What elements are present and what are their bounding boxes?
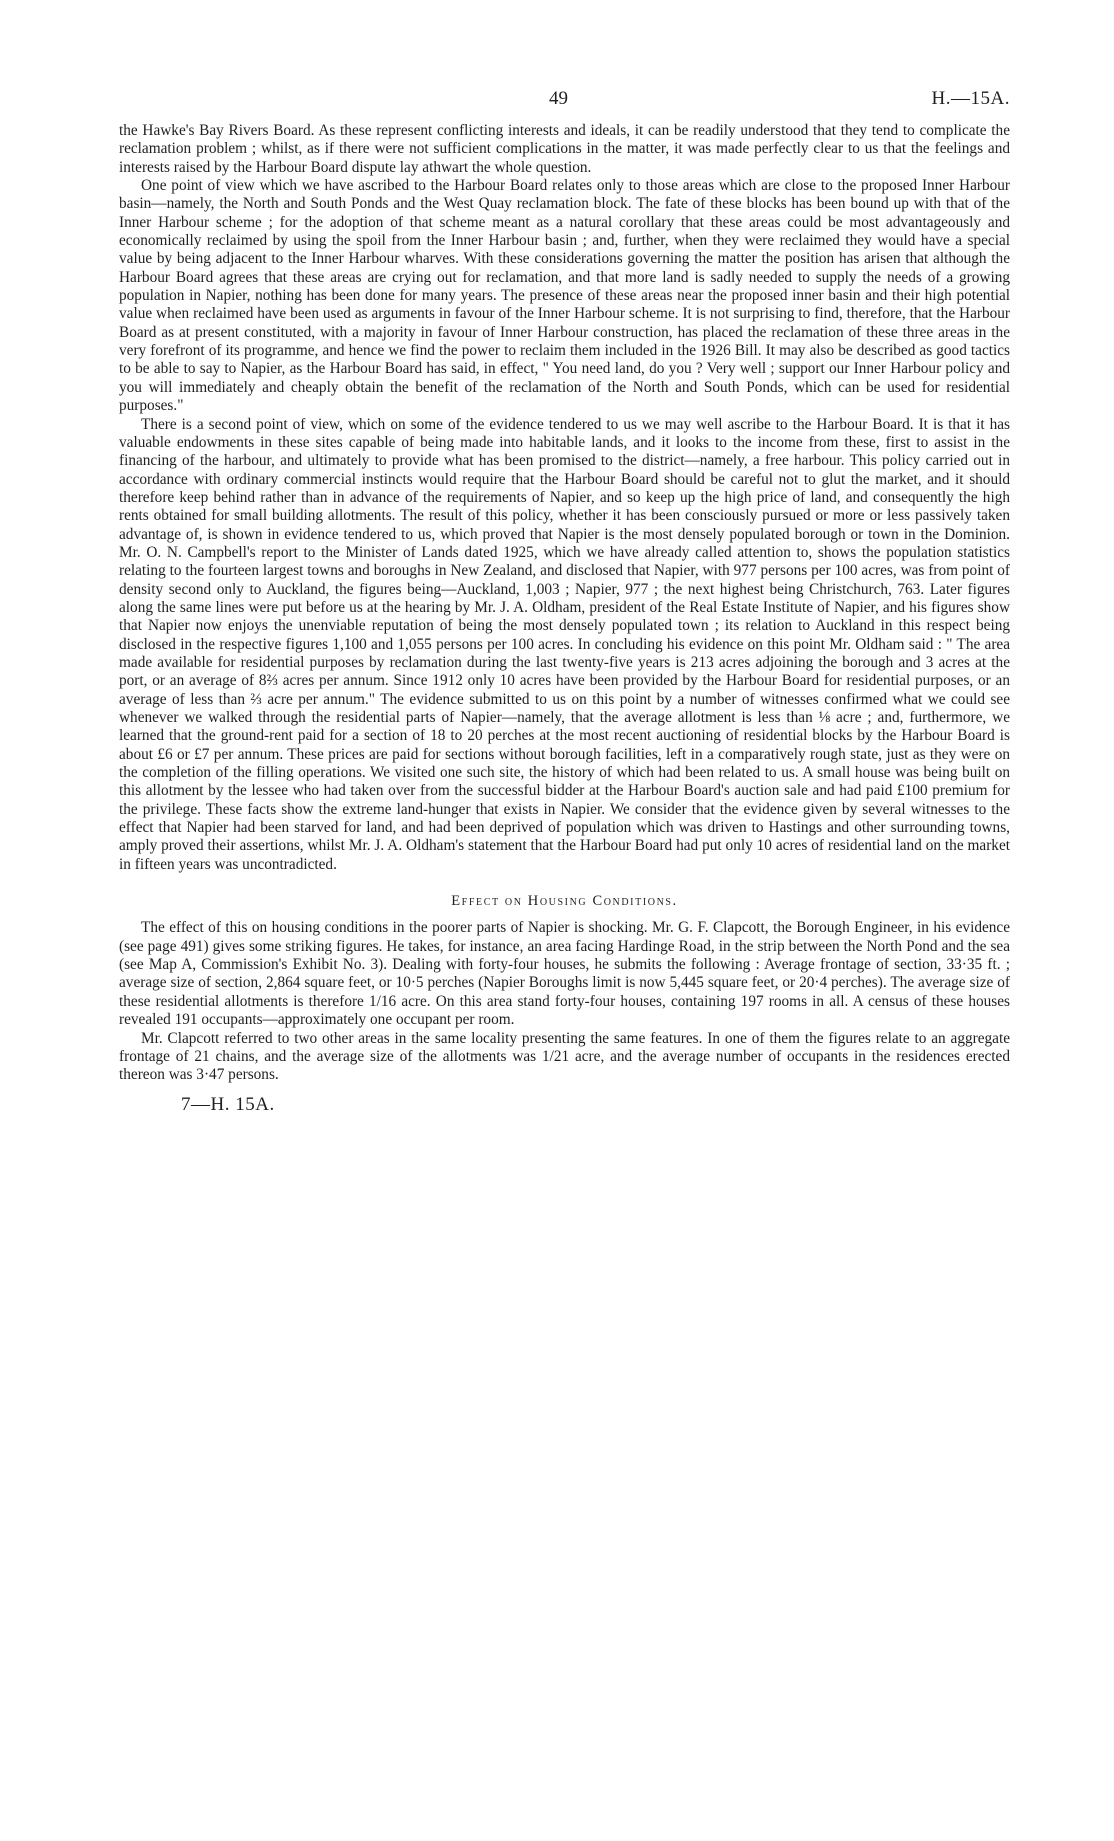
page-number: 49 xyxy=(549,88,568,109)
page-header xyxy=(119,88,1010,122)
paragraph-2: One point of view which we have ascribed to the Harbour Board relates only to those areas which are close to the proposed Inner Harbour basin—namely, the North and South Ponds and the West Quay reclamation block. The fate of these blocks has been bound up with that of the Inner Harbour scheme ; for the adoption of that scheme meant as a natural corollary that these areas could be most advantageously and economically reclaimed by using the spoil from the Inner Harbour basin ; and, further, when they were reclaimed they would have a special value by being adjacent to the Inner Harbour wharves. With these considerations governing the matter the position has arisen that although the Harbour Board agrees that these areas are crying out for reclamation, and that more land is sadly needed to supply the needs of a growing population in Napier, nothing has been done for many years. The presence of these areas near the proposed inner basin and their high potential value when reclaimed have been used as arguments in favour of the Inner Harbour scheme. It is not surprising to find, therefore, that the Harbour Board as at present constituted, with a majority in favour of Inner Harbour construction, has placed the reclamation of these three areas in the very forefront of its programme, and hence we find the power to reclaim them included in the 1926 Bill. It may also be described as good tactics to be able to say to Napier, as the Harbour Board has said, in effect, " You need land, do you ? Very well ; support our Inner Harbour policy and you will immediately and cheaply obtain the benefit of the reclamation of the North and South Ponds, which can be used for residential purposes." xyxy=(119,177,1010,415)
sheet-mark: 7—H. 15A. xyxy=(181,1093,275,1115)
body-text xyxy=(119,122,1010,1085)
document-page xyxy=(119,88,1010,1116)
paragraph-1: the Hawke's Bay Rivers Board. As these represent conflicting interests and ideals, it can be readily understood that they tend to complicate the reclamation problem ; whilst, as if there were not sufficient complications in the matter, it was made perfectly clear to us that the feelings and interests raised by the Harbour Board dispute lay athwart the whole question. xyxy=(119,122,1010,176)
section-heading: Effect on Housing Conditions. xyxy=(451,893,678,910)
paragraph-4: The effect of this on housing conditions in the poorer parts of Napier is shocking. Mr. G. F. Clapcott, the Borough Engineer, in his evidence (see page 491) gives some striking figures. He takes, for instance, an area facing Hardinge Road, in the strip between the North Pond and the sea (see Map A, Commission's Exhibit No. 3). Dealing with forty-four houses, he submits the following : Average frontage of section, 33·35 ft. ; average size of section, 2,864 square feet, or 10·5 perches (Napier Boroughs limit is now 5,445 square feet, or 20·4 perches). The average size of these residential allotments is therefore 1/16 acre. On this area stand forty-four houses, containing 197 rooms in all. A census of these houses revealed 191 occupants—approximately one occupant per room. xyxy=(119,919,1010,1029)
page-reference: H.—15A. xyxy=(931,88,1010,109)
paragraph-3: There is a second point of view, which on some of the evidence tendered to us we may well ascribe to the Harbour Board. It is that it has valuable endowments in these sites capable of being made into habitable lands, and it looks to the income from these, first to assist in the financing of the harbour, and ultimately to provide what has been promised to the district—namely, a free harbour. This policy carried out in accordance with ordinary commercial instincts would require that the Harbour Board should be careful not to glut the market, and it should therefore keep behind rather than in advance of the requirements of Napier, and so keep up the high price of land, and consequently the high rents obtained for small building allotments. The result of this policy, whether it has been consciously pursued or more or less passively taken advantage of, is shown in evidence tendered to us, which proved that Napier is the most densely populated borough or town in the Dominion. Mr. O. N. Campbell's report to the Minister of Lands dated 1925, which we have already called attention to, shows the population statistics relating to the fourteen largest towns and boroughs in New Zealand, and disclosed that Napier, with 977 persons per 100 acres, was from point of density second only to Auckland, the figures being—Auckland, 1,003 ; Napier, 977 ; the next highest being Christchurch, 763. Later figures along the same lines were put before us at the hearing by Mr. J. A. Oldham, president of the Real Estate Institute of Napier, and his figures show that Napier now enjoys the unenviable reputation of being the most densely populated town ; its relation to Auckland in this respect being disclosed in the respective figures 1,100 and 1,055 persons per 100 acres. In concluding his evidence on this point Mr. Oldham said : " The area made available for residential purposes by reclamation during the last twenty-five years is 213 acres adjoining the borough and 3 acres at the port, or an average of 8⅔ acres per annum. Since 1912 only 10 acres have been provided by the Harbour Board for residential purposes, or an average of less than ⅔ acre per annum." The evidence submitted to us on this point by a number of witnesses confirmed what we could see whenever we walked through the residential parts of Napier—namely, that the average allotment is less than ⅛ acre ; and, furthermore, we learned that the ground-rent paid for a section of 18 to 20 perches at the most recent auctioning of residential blocks by the Harbour Board is about £6 or £7 per annum. These prices are paid for sections without borough facilities, left in a comparatively rough state, just as they were on the completion of the filling operations. We visited one such site, the history of which had been related to us. A small house was being built on this allotment by the lessee who had taken over from the successful bidder at the Harbour Board's auction sale and had paid £100 premium for the privilege. These facts show the extreme land-hunger that exists in Napier. We consider that the evidence given by several witnesses to the effect that Napier had been starved for land, and had been deprived of population which was driven to Hastings and other surrounding towns, amply proved their assertions, whilst Mr. J. A. Oldham's statement that the Harbour Board had put only 10 acres of residential land on the market in fifteen years was uncontradicted. xyxy=(119,415,1010,873)
paragraph-5: Mr. Clapcott referred to two other areas in the same locality presenting the same features. In one of them the figures relate to an aggregate frontage of 21 chains, and the average size of the allotments was 1/21 acre, and the average number of occupants in the residences erected thereon was 3·47 persons. xyxy=(119,1029,1010,1084)
